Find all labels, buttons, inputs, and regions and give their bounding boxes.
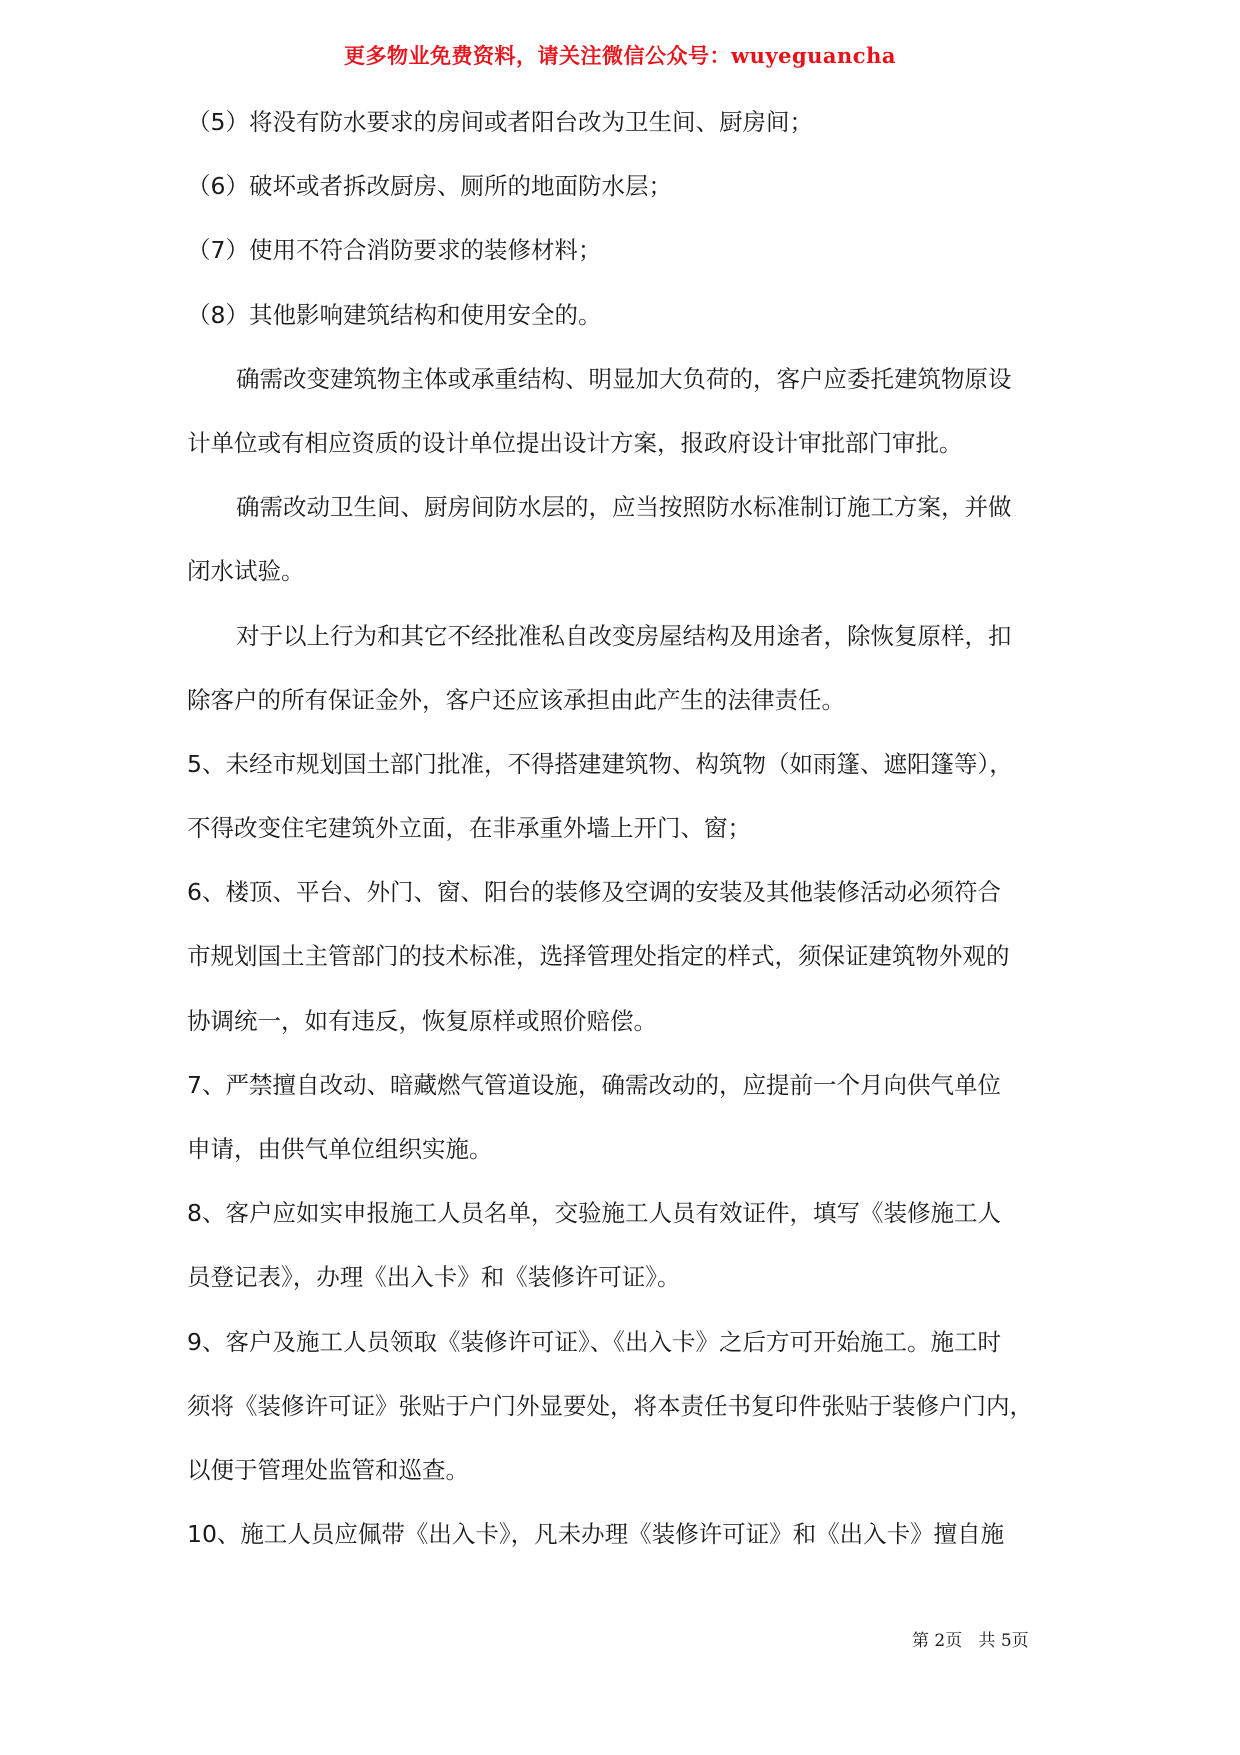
text-line: 8、客户应如实申报施工人员名单，交验施工人员有效证件，填写《装修施工人 [187,1199,1001,1228]
text-line: 除客户的所有保证金外，客户还应该承担由此产生的法律责任。 [187,685,845,714]
text-line: 闭水试验。 [187,557,305,586]
text-line: （5）将没有防水要求的房间或者阳台改为卫生间、厨房间； [187,108,813,136]
page-number-footer: 第 2页 共 5页 [912,1631,1029,1651]
text-line: （7）使用不符合消防要求的装修材料； [187,236,602,265]
text-line: 以便于管理处监管和巡查。 [187,1455,469,1484]
text-line: 员登记表》，办理《出入卡》和《装修许可证》。 [187,1263,681,1292]
text-line: （6）破坏或者拆改厨房、厕所的地面防水层； [187,172,672,201]
body-text [187,90,1055,1566]
text-line: （8）其他影响建筑结构和使用安全的。 [187,300,602,329]
text-line: 计单位或有相应资质的设计单位提出设计方案，报政府设计审批部门审批。 [187,428,963,457]
text-line: 协调统一，如有违反，恢复原样或照价赔偿。 [187,1006,657,1035]
text-line: 6、楼顶、平台、外门、窗、阳台的装修及空调的安装及其他装修活动必须符合 [187,878,1001,907]
text-line: 10、施工人员应佩带《出入卡》，凡未办理《装修许可证》和《出入卡》擅自施 [187,1520,1005,1549]
text-line: 5、未经市规划国土部门批准，不得搭建建筑物、构筑物（如雨篷、遮阳篷等）， [187,749,1013,778]
paragraph-start-line: 确需改动卫生间、厨房间防水层的，应当按照防水标准制订施工方案，并做 [236,493,1012,522]
text-line: 7、严禁擅自改动、暗藏燃气管道设施，确需改动的，应提前一个月向供气单位 [187,1070,1001,1099]
text-line: 不得改变住宅建筑外立面，在非承重外墙上开门、窗； [187,814,751,843]
text-line: 须将《装修许可证》张贴于户门外显要处，将本责任书复印件张贴于装修户门内， [187,1391,1033,1420]
text-line: 申请，由供气单位组织实施。 [187,1135,493,1163]
paragraph-start-line: 确需改变建筑物主体或承重结构、明显加大负荷的，客户应委托建筑物原设 [236,364,1012,393]
text-line: 9、客户及施工人员领取《装修许可证》、《出入卡》之后方可开始施工。施工时 [187,1327,1001,1356]
text-line: 市规划国土主管部门的技术标准，选择管理处指定的样式，须保证建筑物外观的 [187,942,1010,971]
header-banner: 更多物业免费资料，请关注微信公众号：wuyeguancha [344,43,896,68]
paragraph-start-line: 对于以上行为和其它不经批准私自改变房屋结构及用途者，除恢复原样，扣 [236,621,1012,650]
